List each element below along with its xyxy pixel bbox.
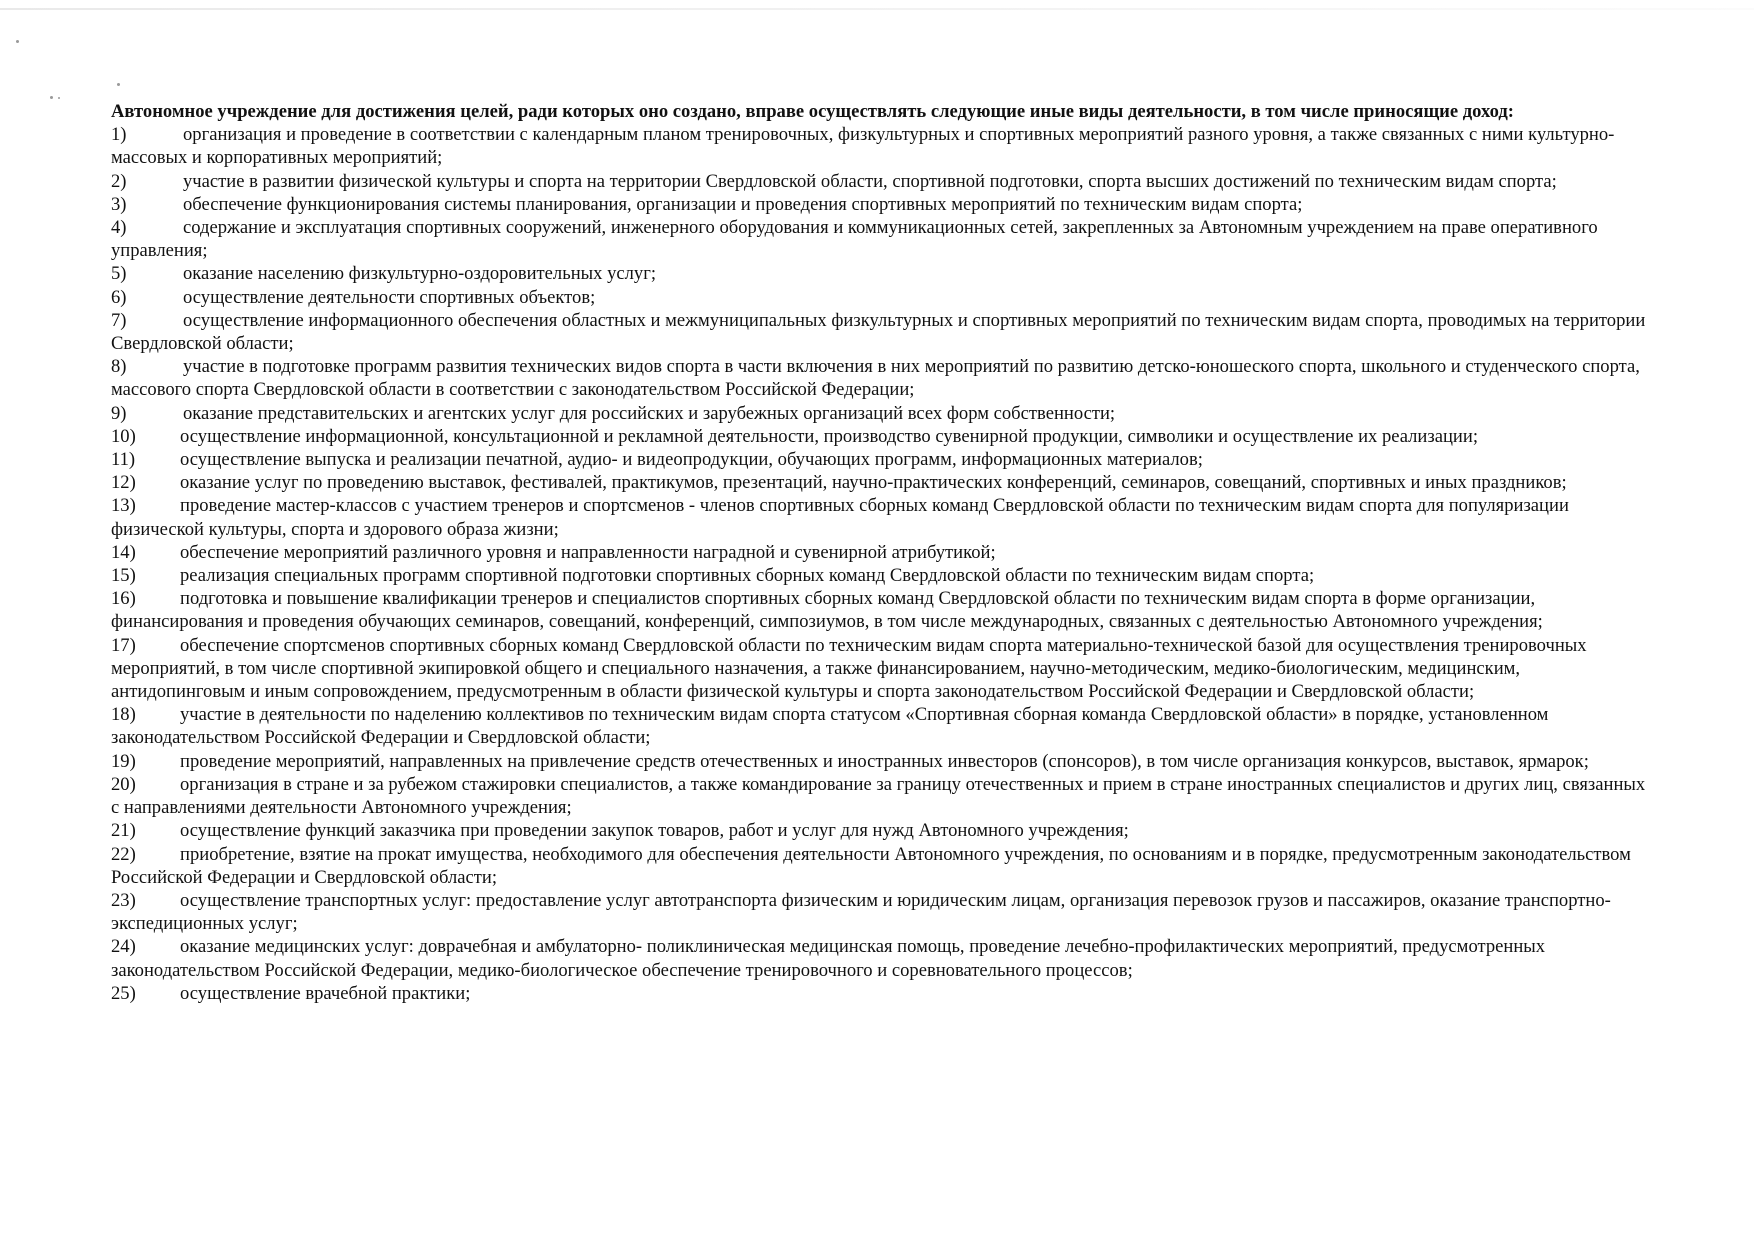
list-item — [111, 773, 1651, 819]
item-number: 21) — [111, 820, 136, 842]
item-number: 3) — [111, 193, 127, 215]
list-item — [111, 170, 1651, 193]
list-item — [111, 750, 1651, 773]
document-intro: Автономное учреждение для достижения целей, ради которых оно создано, вправе осуществлять следующие иные виды деятельности, в том числе приносящие доход: — [111, 101, 1514, 122]
item-number: 23) — [111, 889, 136, 911]
item-number: 9) — [111, 402, 127, 424]
item-number: 12) — [111, 472, 136, 494]
list-item — [111, 843, 1651, 889]
list-item — [111, 262, 1651, 285]
item-text: оказание медицинских услуг: доврачебная и амбулаторно- поликлиническая медицинская помощь, проведение лечебно-профилактических мероприятий, предусмотренных законодательством Российской Федерации, медико-биологическое обеспечение тренировочного и соревновательного процессов; — [111, 936, 1546, 981]
document-body — [111, 100, 1651, 1005]
item-number: 15) — [111, 565, 136, 587]
list-item — [111, 982, 1651, 1005]
item-text: приобретение, взятие на прокат имущества, необходимого для обеспечения деятельности Автономного учреждения, по основаниям и в порядке, предусмотренным законодательством Российской Федерации и Свердловской области; — [111, 843, 1631, 888]
scan-speck — [50, 96, 53, 99]
item-number: 22) — [111, 843, 136, 865]
list-item — [111, 309, 1651, 355]
list-item — [111, 471, 1651, 494]
item-text: проведение мероприятий, направленных на привлечение средств отечественных и иностранных инвесторов (спонсоров), в том числе организация конкурсов, выставок, ярмарок; — [180, 750, 1589, 772]
list-item — [111, 123, 1651, 169]
item-number: 6) — [111, 286, 127, 308]
item-text: обеспечение мероприятий различного уровня и направленности наградной и сувенирной атрибутикой; — [180, 541, 996, 563]
list-item — [111, 634, 1651, 704]
item-text: осуществление деятельности спортивных объектов; — [183, 286, 596, 308]
item-text: оказание услуг по проведению выставок, фестивалей, практикумов, презентаций, научно-практических конференций, семинаров, совещаний, спортивных и иных праздников; — [180, 472, 1567, 494]
item-text: участие в подготовке программ развития технических видов спорта в части включения в них мероприятий по развитию детско-юношеского спорта, школьного и студенческого спорта, массового спорта Свердловской области в соответствии с законодательством Российской Федерации; — [111, 356, 1640, 401]
item-text: осуществление выпуска и реализации печатной, аудио- и видеопродукции, обучающих программ, информационных материалов; — [180, 449, 1203, 471]
item-text: осуществление функций заказчика при проведении закупок товаров, работ и услуг для нужд Автономного учреждения; — [180, 820, 1129, 842]
list-item — [111, 286, 1651, 309]
item-text: организация и проведение в соответствии с календарным планом тренировочных, физкультурных и спортивных мероприятий разного уровня, а также связанных с ними культурно-массовых и корпоративных мероприятий; — [111, 124, 1615, 169]
scan-speck — [16, 40, 19, 43]
item-text: осуществление информационной, консультационной и рекламной деятельности, производство сувенирной продукции, символики и осуществление их реализации; — [180, 425, 1479, 447]
item-number: 11) — [111, 449, 136, 471]
item-number: 8) — [111, 356, 127, 378]
item-number: 10) — [111, 425, 136, 447]
item-number: 7) — [111, 309, 127, 331]
list-item — [111, 587, 1651, 633]
item-text: оказание населению физкультурно-оздоровительных услуг; — [183, 263, 656, 285]
list-item — [111, 564, 1651, 587]
item-text: обеспечение функционирования системы планирования, организации и проведения спортивных мероприятий по техническим видам спорта; — [183, 193, 1303, 215]
scan-top-edge — [0, 8, 1754, 10]
list-item — [111, 402, 1651, 425]
list-item — [111, 541, 1651, 564]
list-item — [111, 889, 1651, 935]
item-text: осуществление транспортных услуг: предоставление услуг автотранспорта физическим и юридическим лицам, организация перевозок грузов и пассажиров, оказание транспортно-экспедиционных услуг; — [111, 889, 1611, 935]
item-number: 25) — [111, 982, 136, 1004]
scan-speck — [58, 97, 60, 99]
item-number: 24) — [111, 936, 136, 958]
list-item — [111, 355, 1651, 401]
item-number: 5) — [111, 263, 127, 285]
item-text: обеспечение спортсменов спортивных сборных команд Свердловской области по техническим видам спорта материально-технической базой для осуществления тренировочных мероприятий, в том числе спортивной экипировкой общего и специального назначения, а также финансированием, научно-методическим, медико-биологическим, медицинским, антидопинговым и иным сопровождением, предусмотренным в области физической культуры и спорта законодательством Российской Федерации и Свердловской области; — [111, 634, 1587, 703]
item-text: содержание и эксплуатация спортивных сооружений, инженерного оборудования и коммуникационных сетей, закрепленных за Автономным учреждением на праве оперативного управления; — [111, 217, 1598, 262]
item-text: участие в деятельности по наделению коллективов по техническим видам спорта статусом «Спортивная сборная команда Свердловской области» в порядке, установленном законодательством Российской Федерации и Свердловской области; — [111, 704, 1549, 749]
item-number: 14) — [111, 541, 136, 563]
list-item — [111, 703, 1651, 749]
item-text: проведение мастер-классов с участием тренеров и спортсменов - членов спортивных сборных команд Свердловской области по техническим видам спорта для популяризации физической культуры, спорта и здорового образа жизни; — [111, 495, 1569, 540]
item-number: 2) — [111, 170, 127, 192]
item-number: 13) — [111, 495, 136, 517]
item-text: осуществление врачебной практики; — [180, 982, 471, 1004]
item-number: 1) — [111, 124, 127, 146]
item-number: 16) — [111, 588, 136, 610]
item-number: 17) — [111, 634, 136, 656]
activity-list — [111, 123, 1651, 1005]
item-number: 20) — [111, 773, 136, 795]
list-item — [111, 819, 1651, 842]
scan-speck — [117, 83, 120, 86]
item-number: 4) — [111, 217, 127, 239]
item-text: организация в стране и за рубежом стажировки специалистов, а также командирование за границу отечественных и прием в стране иностранных специалистов и других лиц, связанных с направлениями деятельности Автономного учреждения; — [111, 773, 1646, 819]
list-item — [111, 448, 1651, 471]
list-item — [111, 216, 1651, 262]
item-text: реализация специальных программ спортивной подготовки спортивных сборных команд Свердловской области по техническим видам спорта; — [180, 565, 1315, 587]
list-item — [111, 935, 1651, 981]
item-text: участие в развитии физической культуры и спорта на территории Свердловской области, спортивной подготовки, спорта высших достижений по техническим видам спорта; — [183, 170, 1557, 192]
list-item — [111, 425, 1651, 448]
item-text: оказание представительских и агентских услуг для российских и зарубежных организаций всех форм собственности; — [183, 402, 1116, 424]
item-text: осуществление информационного обеспечения областных и межмуниципальных физкультурных и спортивных мероприятий по техническим видам спорта, проводимых на территории Свердловской области; — [111, 309, 1646, 355]
list-item — [111, 193, 1651, 216]
item-text: подготовка и повышение квалификации тренеров и специалистов спортивных сборных команд Свердловской области по техническим видам спорта в форме организации, финансирования и проведения обучающих семинаров, совещаний, конференций, симпозиумов, в том числе международных, связанных с деятельностью Автономного учреждения; — [111, 588, 1543, 633]
list-item — [111, 494, 1651, 540]
item-number: 18) — [111, 704, 136, 726]
item-number: 19) — [111, 750, 136, 772]
